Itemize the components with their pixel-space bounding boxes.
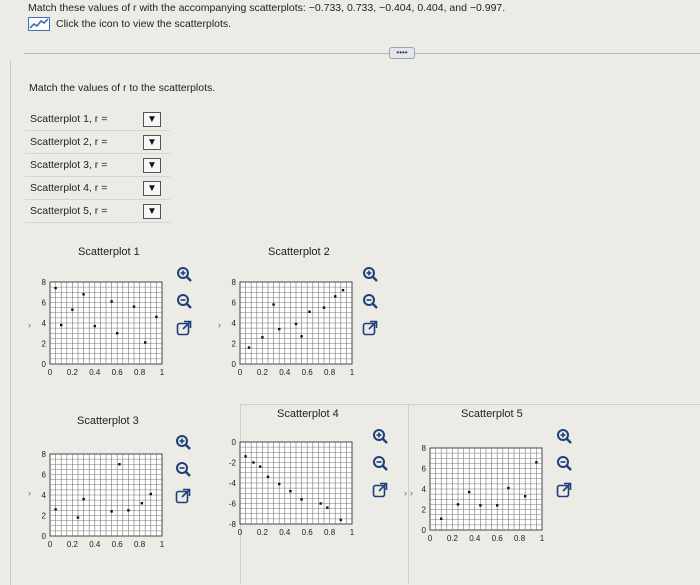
- side-caret-icon: ›: [218, 320, 221, 330]
- y-tick-label: 4: [421, 485, 426, 494]
- zoom-in-icon[interactable]: [372, 428, 388, 444]
- zoom-out-icon[interactable]: [556, 455, 572, 471]
- data-point: [54, 287, 56, 289]
- x-tick-label: 0: [47, 540, 53, 549]
- side-caret-icon: ›: [28, 488, 31, 498]
- data-point: [479, 504, 481, 506]
- y-tick-label: 0: [41, 360, 46, 369]
- data-point: [295, 323, 297, 325]
- scatterplot-canvas: [24, 272, 174, 387]
- chart-icon[interactable]: [28, 17, 50, 31]
- data-point: [496, 504, 498, 506]
- side-caret-icon: ›: [404, 488, 407, 498]
- data-point: [127, 509, 129, 511]
- scatterplot-canvas: [214, 272, 364, 387]
- x-tick-label: 0.8: [324, 368, 336, 377]
- zoom-out-icon[interactable]: [362, 293, 378, 309]
- plot-tools: [556, 428, 572, 498]
- y-tick-label: 8: [41, 450, 46, 459]
- y-tick-label: 0: [421, 526, 426, 535]
- data-point: [116, 332, 118, 334]
- data-point: [278, 328, 280, 330]
- x-tick-label: 0.2: [66, 368, 78, 377]
- x-tick-label: 0.2: [446, 534, 458, 543]
- dropdown-label: Scatterplot 5, r =: [30, 205, 108, 217]
- dropdown-table: [25, 108, 170, 223]
- x-tick-label: 0.4: [469, 534, 481, 543]
- dropdown-label: Scatterplot 2, r =: [30, 136, 108, 148]
- zoom-in-icon[interactable]: [362, 266, 378, 282]
- data-point: [507, 487, 509, 489]
- x-tick-label: 1: [539, 534, 545, 543]
- scatterplot-canvas: [24, 444, 174, 559]
- y-tick-label: -2: [228, 458, 236, 468]
- y-tick-label: 2: [421, 505, 426, 515]
- data-point: [334, 295, 336, 297]
- data-point: [261, 336, 263, 338]
- data-point: [308, 311, 310, 313]
- side-caret-icon: ›: [410, 488, 413, 498]
- expand-button[interactable]: ••••: [389, 47, 415, 59]
- zoom-out-icon[interactable]: [176, 293, 192, 309]
- y-tick-label: 0: [41, 532, 46, 541]
- data-point: [319, 502, 321, 504]
- x-tick-label: 1: [349, 368, 355, 377]
- x-tick-label: 0: [47, 368, 53, 377]
- data-point: [272, 303, 274, 305]
- y-tick-label: 6: [421, 464, 426, 474]
- data-point: [342, 289, 344, 291]
- plot-tools: [372, 428, 388, 498]
- y-tick-label: 4: [41, 491, 46, 500]
- x-tick-label: 1: [159, 540, 165, 549]
- dropdown-row: [25, 200, 170, 223]
- popout-icon[interactable]: [362, 320, 378, 336]
- data-point: [248, 346, 250, 348]
- plot-tools: [176, 266, 192, 336]
- plot-row-separator: [240, 404, 700, 405]
- instruction-text: Match the values of r to the scatterplots.: [29, 82, 216, 94]
- data-point: [259, 465, 261, 467]
- data-point: [133, 305, 135, 307]
- x-tick-label: 0.6: [111, 368, 123, 377]
- x-tick-label: 0.2: [256, 528, 268, 537]
- x-tick-label: 0.6: [301, 368, 313, 377]
- x-tick-label: 0.8: [514, 534, 526, 543]
- section-divider: [24, 53, 700, 54]
- dropdown-label: Scatterplot 4, r =: [30, 182, 108, 194]
- x-tick-label: 0: [427, 534, 433, 543]
- y-tick-label: 8: [231, 278, 236, 287]
- scatterplot-title: Scatterplot 2: [268, 246, 330, 258]
- data-point: [323, 306, 325, 308]
- dropdown-row: [25, 177, 170, 200]
- r-select-1[interactable]: ▼: [143, 112, 161, 127]
- popout-icon[interactable]: [372, 482, 388, 498]
- data-point: [300, 335, 302, 337]
- popout-icon[interactable]: [176, 320, 192, 336]
- data-point: [82, 498, 84, 500]
- y-tick-label: 6: [41, 298, 46, 308]
- x-tick-label: 0.6: [111, 540, 123, 549]
- data-point: [144, 341, 146, 343]
- scatterplot-title: Scatterplot 3: [77, 415, 139, 427]
- y-tick-label: 8: [41, 278, 46, 287]
- x-tick-label: 0.6: [491, 534, 503, 543]
- data-point: [457, 503, 459, 505]
- x-tick-label: 1: [159, 368, 165, 377]
- zoom-out-icon[interactable]: [372, 455, 388, 471]
- plot-tools: [175, 434, 191, 504]
- x-tick-label: 0.4: [89, 368, 101, 377]
- y-tick-label: 6: [41, 470, 46, 480]
- data-point: [300, 498, 302, 500]
- data-point: [468, 491, 470, 493]
- y-tick-label: 4: [41, 319, 46, 328]
- data-point: [150, 493, 152, 495]
- scatterplot-title: Scatterplot 4: [277, 408, 339, 420]
- x-tick-label: 0.4: [279, 528, 291, 537]
- scatterplot-title: Scatterplot 5: [461, 408, 523, 420]
- data-point: [60, 324, 62, 326]
- x-tick-label: 0: [237, 528, 243, 537]
- plot-tools: [362, 266, 378, 336]
- data-point: [326, 506, 328, 508]
- x-tick-label: 0.2: [66, 540, 78, 549]
- dropdown-label: Scatterplot 3, r =: [30, 159, 108, 171]
- scatterplot-canvas: [214, 432, 364, 547]
- dropdown-row: [25, 131, 170, 154]
- data-point: [71, 308, 73, 310]
- popout-icon[interactable]: [175, 488, 191, 504]
- x-tick-label: 0.8: [134, 540, 146, 549]
- dropdown-row: [25, 108, 170, 131]
- data-point: [289, 490, 291, 492]
- scatterplot-title: Scatterplot 1: [78, 246, 140, 258]
- data-point: [110, 510, 112, 512]
- zoom-in-icon[interactable]: [175, 434, 191, 450]
- data-point: [54, 508, 56, 510]
- x-tick-label: 0: [237, 368, 243, 377]
- data-point: [535, 461, 537, 463]
- y-tick-label: 4: [231, 319, 236, 328]
- data-point: [267, 476, 269, 478]
- y-tick-label: -6: [228, 499, 236, 509]
- data-point: [252, 461, 254, 463]
- x-tick-label: 0.4: [279, 368, 291, 377]
- data-point: [110, 300, 112, 302]
- dropdown-row: [25, 154, 170, 177]
- data-point: [155, 316, 157, 318]
- x-tick-label: 0.8: [324, 528, 336, 537]
- x-tick-label: 0.6: [301, 528, 313, 537]
- r-select-5[interactable]: ▼: [143, 204, 161, 219]
- y-tick-label: 8: [421, 444, 426, 453]
- y-tick-label: 6: [231, 298, 236, 308]
- data-point: [278, 483, 280, 485]
- r-select-3[interactable]: ▼: [143, 158, 161, 173]
- y-tick-label: -8: [228, 520, 236, 529]
- data-point: [77, 516, 79, 518]
- y-tick-label: 2: [41, 339, 46, 349]
- data-point: [340, 519, 342, 521]
- y-tick-label: 0: [231, 360, 236, 369]
- x-tick-label: 0.2: [256, 368, 268, 377]
- y-tick-label: 2: [41, 511, 46, 521]
- y-tick-label: 2: [231, 339, 236, 349]
- data-point: [244, 455, 246, 457]
- r-select-2[interactable]: ▼: [143, 135, 161, 150]
- x-tick-label: 0.4: [89, 540, 101, 549]
- data-point: [141, 502, 143, 504]
- r-select-4[interactable]: ▼: [143, 181, 161, 196]
- zoom-out-icon[interactable]: [175, 461, 191, 477]
- zoom-in-icon[interactable]: [176, 266, 192, 282]
- data-point: [94, 325, 96, 327]
- question-text: Match these values of r with the accompanying scatterplots: −0.733, 0.733, −0.404, 0.404, and −0.997.: [28, 2, 506, 14]
- x-tick-label: 1: [349, 528, 355, 537]
- zoom-in-icon[interactable]: [556, 428, 572, 444]
- data-point: [82, 293, 84, 295]
- x-tick-label: 0.8: [134, 368, 146, 377]
- view-scatterplots-label[interactable]: Click the icon to view the scatterplots.: [56, 18, 232, 30]
- dropdown-label: Scatterplot 1, r =: [30, 113, 108, 125]
- view-scatterplots-link[interactable]: [28, 17, 231, 31]
- data-point: [118, 463, 120, 465]
- popout-icon[interactable]: [556, 482, 572, 498]
- data-point: [440, 518, 442, 520]
- scatterplot-canvas: [404, 438, 554, 553]
- y-tick-label: 0: [231, 438, 236, 447]
- side-caret-icon: ›: [28, 320, 31, 330]
- y-tick-label: -4: [228, 479, 236, 488]
- data-point: [524, 495, 526, 497]
